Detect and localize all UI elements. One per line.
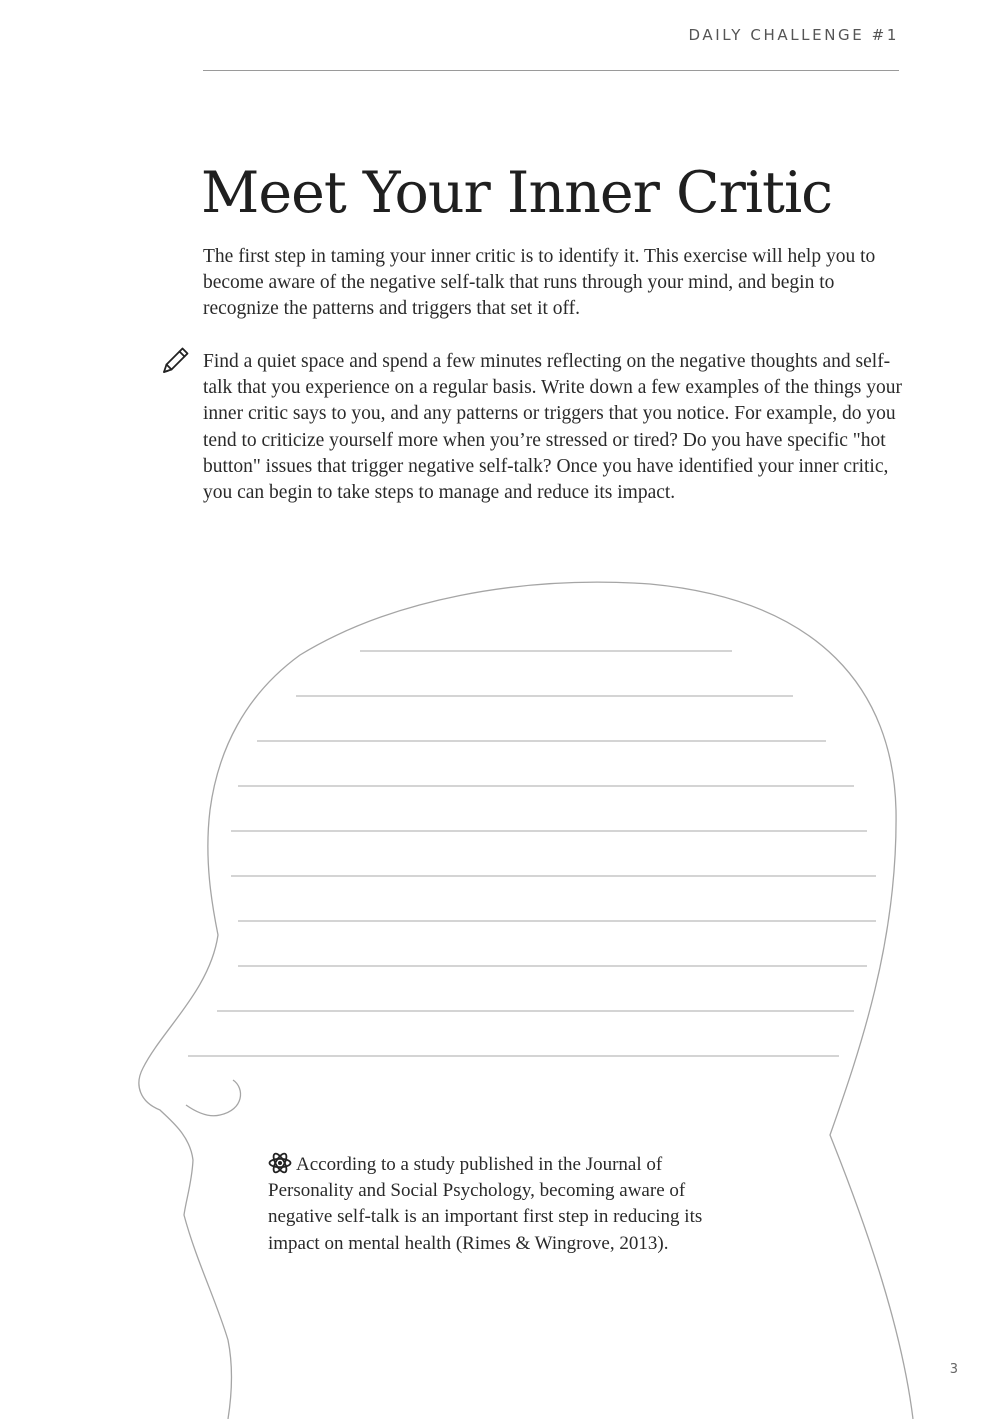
intro-paragraph: The first step in taming your inner critic is to identify it. This exercise will help you to become aware of the negative self-talk that runs through your mind, and begin to recognize the patterns and triggers that set it off.	[203, 246, 876, 319]
writing-lines	[188, 651, 876, 1056]
instructions-paragraph: Find a quiet space and spend a few minutes reflecting on the negative thoughts and self-talk that you experience on a regular basis. Write down a few examples of the things your inner critic says to you, and any patterns or triggers that you notice. For example, do you tend to criticize yourself more when you’re stressed or tired? Do you have specific "hot button" issues that trigger negative self-talk? Once you have identified your inner critic, you can begin to take steps to manage and reduce its impact.	[203, 351, 903, 504]
head-outline	[139, 582, 913, 1419]
study-fact-paragraph	[268, 1152, 748, 1257]
section-label: DAILY CHALLENGE #1	[688, 26, 899, 44]
atom-icon	[268, 1152, 292, 1174]
page-number: 3	[949, 1362, 958, 1377]
page-title: Meet Your Inner Critic	[201, 160, 833, 226]
ear-curve	[186, 1080, 241, 1116]
study-fact-text: According to a study published in the Journal of Personality and Social Psychology, becoming aware of negative self-talk is an important first step in reducing its impact on mental health (Rimes & Wingrove, 2013).	[268, 1154, 703, 1254]
